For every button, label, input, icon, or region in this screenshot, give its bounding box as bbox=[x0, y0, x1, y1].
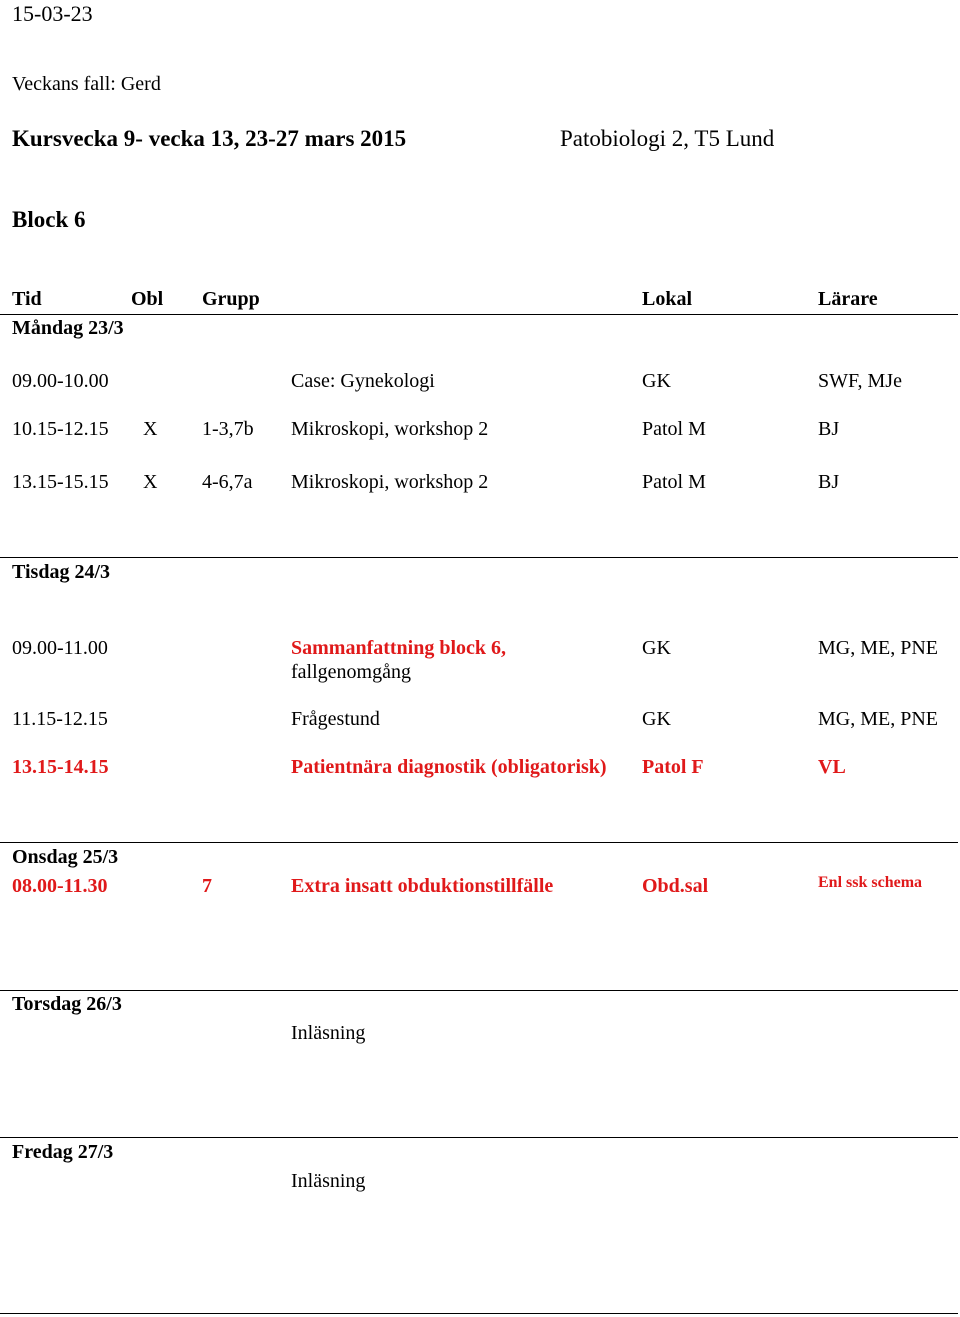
row-location: Patol M bbox=[642, 418, 706, 440]
course-week-title: Kursvecka 9- vecka 13, 23-27 mars 2015 bbox=[12, 126, 407, 151]
day-label: Tisdag 24/3 bbox=[12, 561, 110, 583]
row-activity: Frågestund bbox=[291, 708, 380, 730]
row-time: 13.15-15.15 bbox=[12, 471, 109, 493]
row-location: Patol M bbox=[642, 471, 706, 493]
col-larare: Lärare bbox=[818, 288, 878, 310]
block-title: Block 6 bbox=[12, 207, 86, 232]
row-activity: Sammanfattning block 6, bbox=[291, 637, 507, 659]
divider bbox=[0, 1137, 958, 1138]
day-label: Måndag 23/3 bbox=[12, 317, 124, 339]
row-time: 08.00-11.30 bbox=[12, 875, 108, 897]
col-tid: Tid bbox=[12, 288, 42, 310]
row-time: 11.15-12.15 bbox=[12, 708, 108, 730]
row-activity: Mikroskopi, workshop 2 bbox=[291, 471, 489, 493]
row-mandatory: X bbox=[143, 471, 158, 493]
row-location: Obd.sal bbox=[642, 875, 709, 897]
row-teacher: Enl ssk schema bbox=[818, 874, 923, 891]
row-teacher: MG, ME, PNE bbox=[818, 637, 939, 659]
row-activity: Inläsning bbox=[291, 1170, 366, 1192]
row-time: 09.00-11.00 bbox=[12, 637, 108, 659]
row-location: GK bbox=[642, 370, 671, 392]
divider bbox=[0, 314, 958, 315]
row-time: 13.15-14.15 bbox=[12, 756, 109, 778]
row-group: 4-6,7a bbox=[202, 471, 253, 493]
row-teacher: SWF, MJe bbox=[818, 370, 902, 392]
row-activity: Patientnära diagnostik (obligatorisk) bbox=[291, 756, 607, 778]
row-activity: Inläsning bbox=[291, 1022, 366, 1044]
row-teacher: BJ bbox=[818, 418, 840, 440]
divider bbox=[0, 990, 958, 991]
row-group: 7 bbox=[202, 875, 212, 897]
col-obl: Obl bbox=[131, 288, 164, 310]
day-label: Onsdag 25/3 bbox=[12, 846, 119, 868]
day-label: Fredag 27/3 bbox=[12, 1141, 114, 1163]
row-teacher: BJ bbox=[818, 471, 840, 493]
row-time: 10.15-12.15 bbox=[12, 418, 109, 440]
col-grupp: Grupp bbox=[202, 288, 260, 310]
divider bbox=[0, 842, 958, 843]
row-activity: Case: Gynekologi bbox=[291, 370, 435, 392]
row-location: GK bbox=[642, 637, 671, 659]
row-group: 1-3,7b bbox=[202, 418, 254, 440]
document-date: 15-03-23 bbox=[12, 1, 93, 26]
course-name: Patobiologi 2, T5 Lund bbox=[560, 126, 775, 151]
row-activity: Extra insatt obduktionstillfälle bbox=[291, 875, 554, 897]
divider bbox=[0, 557, 958, 558]
divider bbox=[0, 1313, 958, 1314]
row-activity-continued: fallgenomgång bbox=[291, 661, 411, 683]
case-of-week: Veckans fall: Gerd bbox=[12, 73, 161, 95]
row-activity: Mikroskopi, workshop 2 bbox=[291, 418, 489, 440]
row-location: GK bbox=[642, 708, 671, 730]
row-time: 09.00-10.00 bbox=[12, 370, 109, 392]
row-teacher: VL bbox=[818, 756, 846, 778]
day-label: Torsdag 26/3 bbox=[12, 993, 122, 1015]
row-location: Patol F bbox=[642, 756, 704, 778]
row-teacher: MG, ME, PNE bbox=[818, 708, 939, 730]
row-mandatory: X bbox=[143, 418, 158, 440]
col-lokal: Lokal bbox=[642, 288, 693, 310]
